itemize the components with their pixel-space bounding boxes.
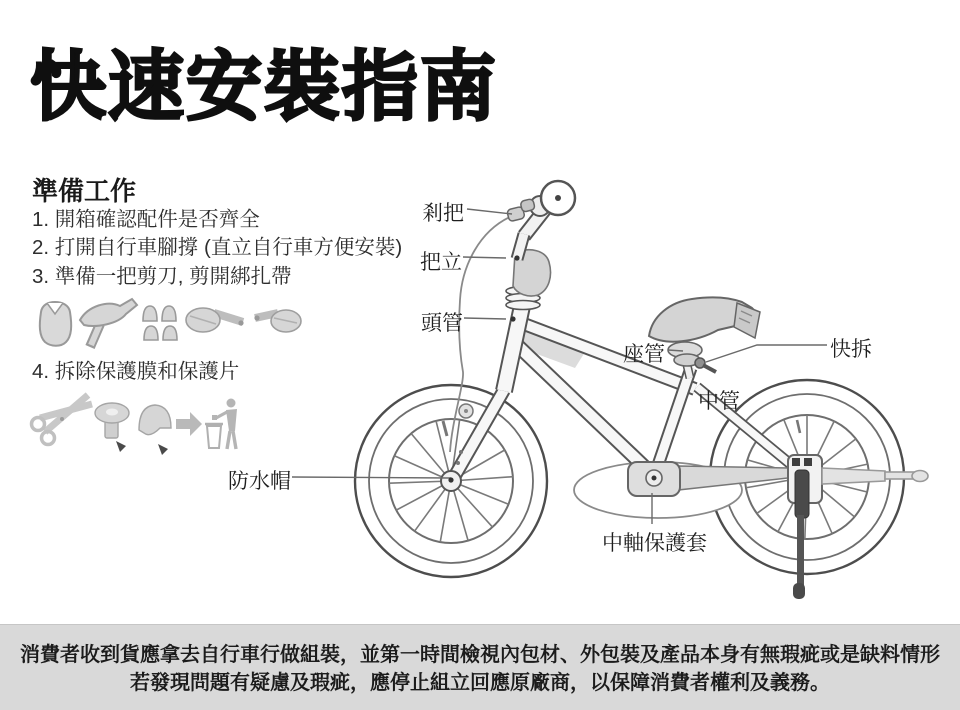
pedal-left-icon	[186, 308, 244, 332]
frame-plate-icon	[40, 302, 71, 346]
consumer-notice-line2: 若發現問題有疑慮及瑕疵，應停止組立回應原廠商，以保障消費者權利及義務。	[130, 671, 830, 694]
prep-step-1: 1. 開箱確認配件是否齊全	[32, 208, 260, 231]
prep-step-3: 3. 準備一把剪刀, 剪開綁扎帶	[32, 265, 292, 288]
cap-disc-icon	[95, 403, 129, 452]
label-bb-protector: 中軸保護套	[602, 532, 707, 555]
arrow-right-icon	[176, 412, 202, 436]
prep-step-2: 2. 打開自行車腳撐 (直立自行車方便安裝)	[32, 236, 403, 259]
prep-step-4: 4. 拆除保護膜和保護片	[32, 360, 240, 383]
person-trash-bin-icon	[205, 399, 237, 450]
prep-section-heading: 準備工作	[32, 176, 137, 206]
label-brake-lever: 剎把	[422, 202, 464, 225]
protective-caps-icon	[143, 306, 177, 340]
cap-dome-icon	[139, 405, 171, 455]
remove-arrow-icon	[116, 441, 126, 452]
remove-arrow-icon	[158, 444, 168, 455]
pedal-right-icon	[254, 310, 301, 332]
page-title: 快速安裝指南	[30, 45, 498, 130]
label-quick-release: 快拆	[830, 338, 872, 361]
consumer-notice-banner	[0, 624, 960, 710]
saddle-assembly	[649, 297, 760, 378]
axle-rod	[822, 468, 928, 484]
label-seat-post: 座管	[623, 343, 665, 366]
saddle-with-post-icon	[80, 299, 137, 347]
label-head-tube: 頭管	[421, 312, 463, 335]
front-valve	[443, 421, 447, 436]
consumer-notice-line1: 消費者收到貨應拿去自行車行做組裝，並第一時間檢視內包材、外包裝及產品本身有無瑕疵或是缺料情形	[20, 644, 940, 666]
label-seat-tube: 中管	[698, 390, 740, 413]
label-stem: 把立	[420, 251, 462, 274]
label-waterproof-cap: 防水帽	[228, 470, 291, 493]
rear-valve	[797, 420, 800, 433]
scissors-icon	[32, 395, 93, 445]
saddle-bracket	[734, 303, 760, 338]
